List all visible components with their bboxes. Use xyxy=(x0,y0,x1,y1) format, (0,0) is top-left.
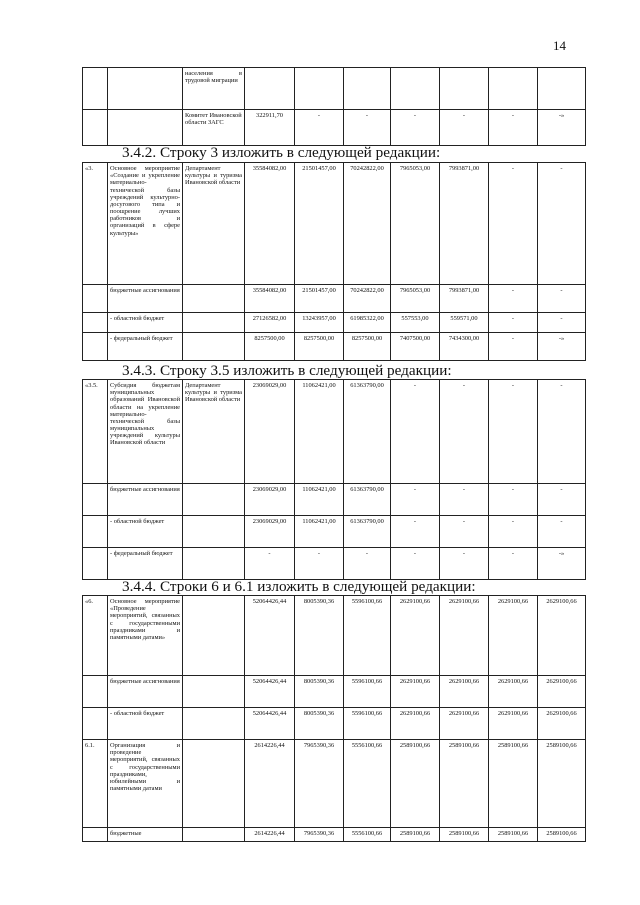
cell xyxy=(183,708,245,740)
cell: 559571,00 xyxy=(440,313,489,333)
cell: - xyxy=(245,548,295,580)
cell: - xyxy=(440,110,489,146)
cell xyxy=(391,68,440,110)
cell: бюджетные ассигнования xyxy=(108,285,183,313)
cell xyxy=(183,596,245,676)
cell: 8005390,36 xyxy=(295,708,344,740)
cell: 5556100,66 xyxy=(344,828,391,842)
cell: 52064426,44 xyxy=(245,676,295,708)
cell: 7434300,00 xyxy=(440,333,489,361)
cell: 2589100,66 xyxy=(538,828,586,842)
cell: - xyxy=(489,484,538,516)
table-row xyxy=(83,285,586,313)
cell xyxy=(489,68,538,110)
cell: 23069029,00 xyxy=(245,516,295,548)
cell: 2589100,66 xyxy=(440,740,489,828)
cell: 2629100,66 xyxy=(538,676,586,708)
cell xyxy=(83,110,108,146)
page-number: 14 xyxy=(553,38,566,53)
cell: - xyxy=(489,163,538,285)
cell xyxy=(83,484,108,516)
cell: бюджетные ассигнования xyxy=(108,676,183,708)
cell: Комитет Ивановской области ЗАГС xyxy=(183,110,245,146)
cell: 7965053,00 xyxy=(391,163,440,285)
table-row xyxy=(83,68,586,110)
cell xyxy=(83,285,108,313)
cell: 557553,00 xyxy=(391,313,440,333)
cell: - федеральный бюджет xyxy=(108,548,183,580)
cell xyxy=(83,516,108,548)
cell: Основное мероприятие «Проведение мероприятий, связанных с государственными праздниками и памятными датами» xyxy=(108,596,183,676)
cell: - xyxy=(489,285,538,313)
cell: Департамент культуры и туризма Ивановской области xyxy=(183,163,245,285)
cell: 8005390,36 xyxy=(295,676,344,708)
cell: «3.5. xyxy=(83,380,108,484)
cell: - xyxy=(440,516,489,548)
cell xyxy=(183,333,245,361)
table-row-3-5 xyxy=(82,379,586,580)
cell: - xyxy=(295,110,344,146)
cell: - федеральный бюджет xyxy=(108,333,183,361)
cell: Организация и проведение мероприятий, связанных с государственными праздниками, юбилейными и памятными датами xyxy=(108,740,183,828)
table-row xyxy=(83,708,586,740)
cell: 61985322,00 xyxy=(344,313,391,333)
table-row xyxy=(83,676,586,708)
cell: Департамент культуры и туризма Ивановской области xyxy=(183,380,245,484)
cell: 8257500,00 xyxy=(295,333,344,361)
cell: - xyxy=(344,548,391,580)
cell xyxy=(183,285,245,313)
table-row xyxy=(83,333,586,361)
cell xyxy=(83,333,108,361)
cell: - областной бюджет xyxy=(108,313,183,333)
cell: 7965390,36 xyxy=(295,740,344,828)
cell: - xyxy=(295,548,344,580)
table-row xyxy=(83,380,586,484)
cell xyxy=(108,68,183,110)
cell: бюджетные ассигнования xyxy=(108,484,183,516)
cell: 2629100,66 xyxy=(440,708,489,740)
cell: 2629100,66 xyxy=(489,708,538,740)
table-row xyxy=(83,484,586,516)
cell: 2629100,66 xyxy=(538,596,586,676)
cell: 23069029,00 xyxy=(245,380,295,484)
cell: 61363790,00 xyxy=(344,380,391,484)
cell: 2589100,66 xyxy=(440,828,489,842)
table-row xyxy=(83,548,586,580)
cell: 5596100,66 xyxy=(344,676,391,708)
cell: - xyxy=(538,380,586,484)
cell xyxy=(295,68,344,110)
cell: - xyxy=(391,484,440,516)
cell: 27126582,00 xyxy=(245,313,295,333)
cell: - xyxy=(440,380,489,484)
cell: 11062421,00 xyxy=(295,380,344,484)
cell: 23069029,00 xyxy=(245,484,295,516)
cell: - xyxy=(489,380,538,484)
cell: «6. xyxy=(83,596,108,676)
cell xyxy=(83,548,108,580)
cell: - xyxy=(538,163,586,285)
cell: населения в трудовой миграции xyxy=(183,68,245,110)
cell: 13243957,00 xyxy=(295,313,344,333)
table-row xyxy=(83,163,586,285)
cell: 2589100,66 xyxy=(489,828,538,842)
cell xyxy=(183,313,245,333)
cell: 2629100,66 xyxy=(440,676,489,708)
cell: 322911,70 xyxy=(245,110,295,146)
cell: - областной бюджет xyxy=(108,516,183,548)
cell: 2629100,66 xyxy=(489,596,538,676)
cell: - xyxy=(489,313,538,333)
cell: 11062421,00 xyxy=(295,484,344,516)
cell: 35584082,00 xyxy=(245,163,295,285)
cell xyxy=(183,548,245,580)
cell: 52064426,44 xyxy=(245,596,295,676)
cell: 2614226,44 xyxy=(245,828,295,842)
cell: 35584082,00 xyxy=(245,285,295,313)
cell xyxy=(83,313,108,333)
cell: - xyxy=(489,333,538,361)
cell: -» xyxy=(538,548,586,580)
cell: 2629100,66 xyxy=(489,676,538,708)
cell: - xyxy=(538,313,586,333)
cell: 21501457,00 xyxy=(295,285,344,313)
cell: 5596100,66 xyxy=(344,596,391,676)
cell: «3. xyxy=(83,163,108,285)
cell: 8005390,36 xyxy=(295,596,344,676)
cell xyxy=(183,676,245,708)
cell: 2589100,66 xyxy=(391,828,440,842)
cell: Субсидия бюджетам муниципальных образований Ивановской области на укрепление материально-технической базы муниципальных учреждений культуры Ивановской области xyxy=(108,380,183,484)
cell: - xyxy=(489,516,538,548)
cell: 5556100,66 xyxy=(344,740,391,828)
cell: 2614226,44 xyxy=(245,740,295,828)
cell: 2629100,66 xyxy=(440,596,489,676)
cell: Основное мероприятие «Создание и укрепление материально-технической базы учреждений культурно-досугового типа и поощрение лучших работников и организаций в сфере культуры» xyxy=(108,163,183,285)
section-heading: 3.4.4. Строки 6 и 6.1 изложить в следующей редакции: xyxy=(122,578,476,595)
cell xyxy=(83,68,108,110)
cell: 7993871,00 xyxy=(440,163,489,285)
cell: 61363790,00 xyxy=(344,484,391,516)
table-continuation xyxy=(82,67,586,146)
cell: - xyxy=(391,516,440,548)
cell: 2629100,66 xyxy=(538,708,586,740)
section-heading: 3.4.3. Строку 3.5 изложить в следующей редакции: xyxy=(122,362,452,379)
cell: - xyxy=(538,516,586,548)
cell xyxy=(183,828,245,842)
cell: 70242822,00 xyxy=(344,163,391,285)
cell: - xyxy=(391,380,440,484)
cell xyxy=(183,516,245,548)
cell: -» xyxy=(538,333,586,361)
table-row-3 xyxy=(82,162,586,361)
table-row xyxy=(83,110,586,146)
cell: 2589100,66 xyxy=(538,740,586,828)
cell xyxy=(83,708,108,740)
cell: 7993871,00 xyxy=(440,285,489,313)
cell xyxy=(538,68,586,110)
cell: - xyxy=(440,484,489,516)
cell: 7965053,00 xyxy=(391,285,440,313)
table-row xyxy=(83,828,586,842)
cell: - xyxy=(391,548,440,580)
cell: 8257500,00 xyxy=(344,333,391,361)
cell: 7407500,00 xyxy=(391,333,440,361)
table-row xyxy=(83,596,586,676)
cell: 7965390,36 xyxy=(295,828,344,842)
cell xyxy=(183,740,245,828)
cell: 5596100,66 xyxy=(344,708,391,740)
cell xyxy=(440,68,489,110)
cell xyxy=(108,110,183,146)
cell: 2589100,66 xyxy=(391,740,440,828)
cell: - xyxy=(344,110,391,146)
cell: - xyxy=(440,548,489,580)
cell: 2629100,66 xyxy=(391,676,440,708)
cell: - xyxy=(489,548,538,580)
cell: 21501457,00 xyxy=(295,163,344,285)
cell: 2629100,66 xyxy=(391,596,440,676)
cell xyxy=(83,676,108,708)
cell: 6.1. xyxy=(83,740,108,828)
table-row xyxy=(83,740,586,828)
cell: 8257500,00 xyxy=(245,333,295,361)
cell: - xyxy=(538,285,586,313)
cell: - xyxy=(538,484,586,516)
cell: бюджетные xyxy=(108,828,183,842)
cell: - xyxy=(391,110,440,146)
cell: - областной бюджет xyxy=(108,708,183,740)
cell: 11062421,00 xyxy=(295,516,344,548)
cell: - xyxy=(489,110,538,146)
cell xyxy=(183,484,245,516)
cell xyxy=(245,68,295,110)
cell: -» xyxy=(538,110,586,146)
table-row xyxy=(83,313,586,333)
cell: 52064426,44 xyxy=(245,708,295,740)
table-rows-6-6-1 xyxy=(82,595,586,842)
cell xyxy=(83,828,108,842)
cell: 2629100,66 xyxy=(391,708,440,740)
table-row xyxy=(83,516,586,548)
cell: 2589100,66 xyxy=(489,740,538,828)
section-heading: 3.4.2. Строку 3 изложить в следующей редакции: xyxy=(122,144,441,161)
cell: 61363790,00 xyxy=(344,516,391,548)
cell: 70242822,00 xyxy=(344,285,391,313)
cell xyxy=(344,68,391,110)
